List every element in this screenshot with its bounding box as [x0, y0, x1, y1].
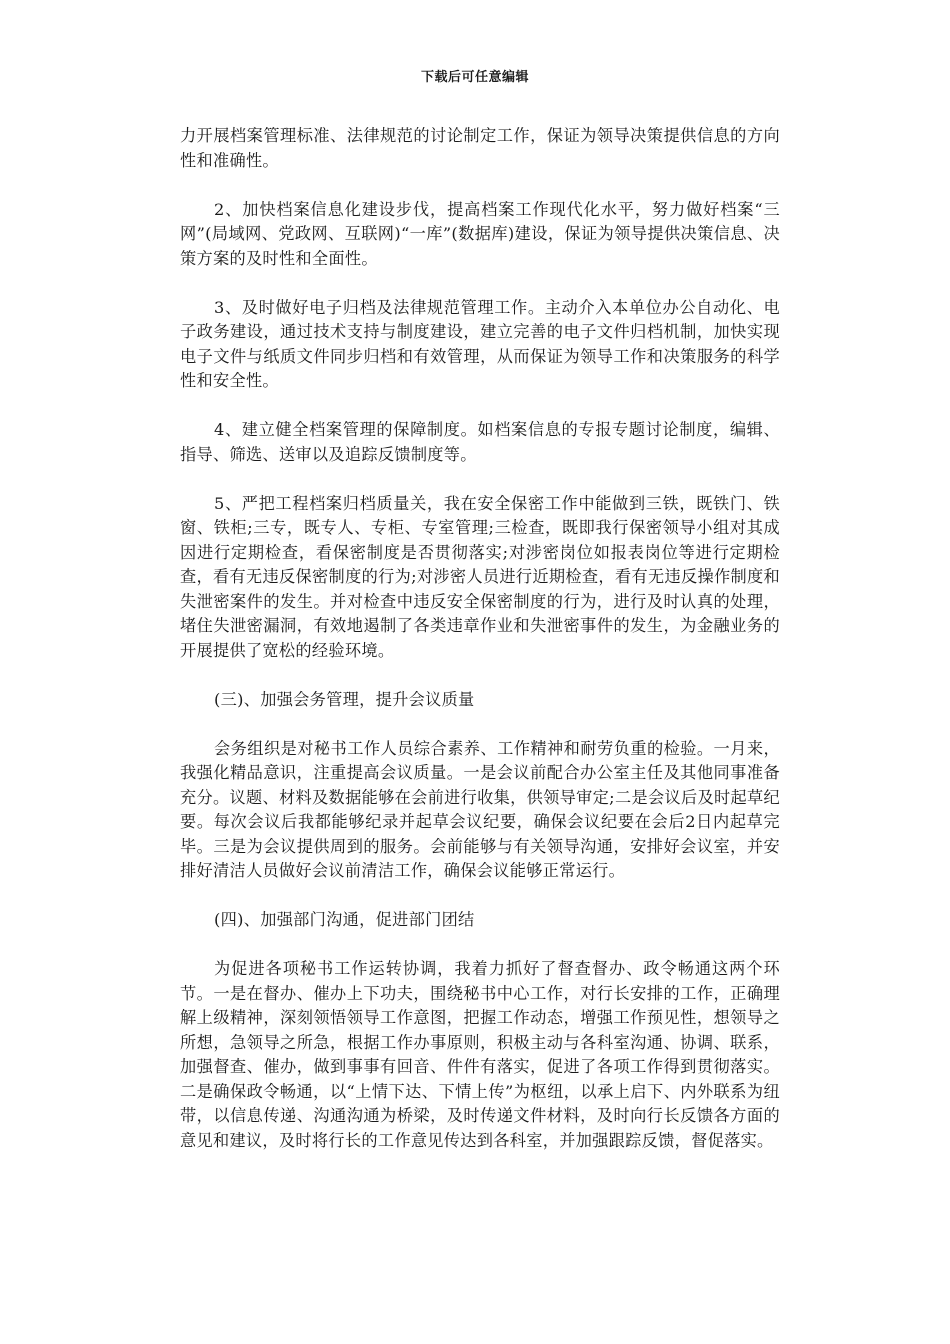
- paragraph-item-4: 4、建立健全档案管理的保障制度。如档案信息的专报专题讨论制度，编辑、指导、筛选、送审以及追踪反馈制度等。: [180, 420, 780, 464]
- section-heading-3: (三)、加强会务管理，提升会议质量: [214, 689, 475, 709]
- paragraph-department-communication: 为促进各项秘书工作运转协调，我着力抓好了督查督办、政令畅通这两个环节。一是在督办、催办上下功夫，围绕秘书中心工作，对行长安排的工作，正确理解上级精神，深刻领悟领导工作意图，把握工作动态，增强工作预见性，想领导之所想，急领导之所急，根据工作办事原则，积极主动与各科室沟通、协调、联系，加强督查、催办，做到事事有回音、件件有落实，促进了各项工作得到贯彻落实。二是确保政令畅通，以“上情下达、下情上传”为枢纽，以承上启下、内外联系为纽带，以信息传递、沟通沟通为桥梁，及时传递文件材料，及时向行长反馈各方面的意见和建议，及时将行长的工作意见传达到各科室，并加强跟踪反馈，督促落实。: [180, 959, 780, 1150]
- page-header: 下载后可任意编辑: [420, 70, 529, 85]
- paragraph-item-5: 5、严把工程档案归档质量关，我在安全保密工作中能做到三铁，既铁门、铁窗、铁柜;三专，既专人、专柜、专室管理;三检查，既即我行保密领导小组对其成因进行定期检查，看保密制度是否贯彻落实;对涉密岗位如报表岗位等进行定期检查，看有无违反保密制度的行为;对涉密人员进行近期检查，看有无违反操作制度和失泄密案件的发生。并对检查中违反安全保密制度的行为，进行及时认真的处理，堵住失泄密漏洞，有效地遏制了各类违章作业和失泄密事件的发生，为金融业务的开展提供了宽松的经验环境。: [180, 493, 780, 660]
- paragraph-meeting-management: 会务组织是对秘书工作人员综合素养、工作精神和耐劳负重的检验。一月来，我强化精品意识，注重提高会议质量。一是会议前配合办公室主任及其他同事准备充分。议题、材料及数据能够在会前进行收集，供领导审定;二是会议后及时起草纪要。每次会议后我都能够纪录并起草会议纪要，确保会议纪要在会后2日内起草完毕。三是为会议提供周到的服务。会前能够与有关领导沟通，安排好会议室，并安排好清洁人员做好会议前清洁工作，确保会议能够正常运行。: [180, 738, 780, 880]
- section-heading-4: (四)、加强部门沟通，促进部门团结: [214, 910, 475, 929]
- paragraph-item-2: 2、加快档案信息化建设步伐，提高档案工作现代化水平，努力做好档案“三网”(局域网、党政网、互联网)“一库”(数据库)建设，保证为领导提供决策信息、决策方案的及时性和全面性。: [180, 199, 780, 268]
- document-body: [180, 124, 780, 1178]
- paragraph-continued: 力开展档案管理标准、法律规范的讨论制定工作，保证为领导决策提供信息的方向性和准确性。: [180, 126, 780, 170]
- paragraph-item-3: 3、及时做好电子归档及法律规范管理工作。主动介入本单位办公自动化、电子政务建设，通过技术支持与制度建设，建立完善的电子文件归档机制，加快实现电子文件与纸质文件同步归档和有效管理，从而保证为领导工作和决策服务的科学性和安全性。: [180, 297, 780, 390]
